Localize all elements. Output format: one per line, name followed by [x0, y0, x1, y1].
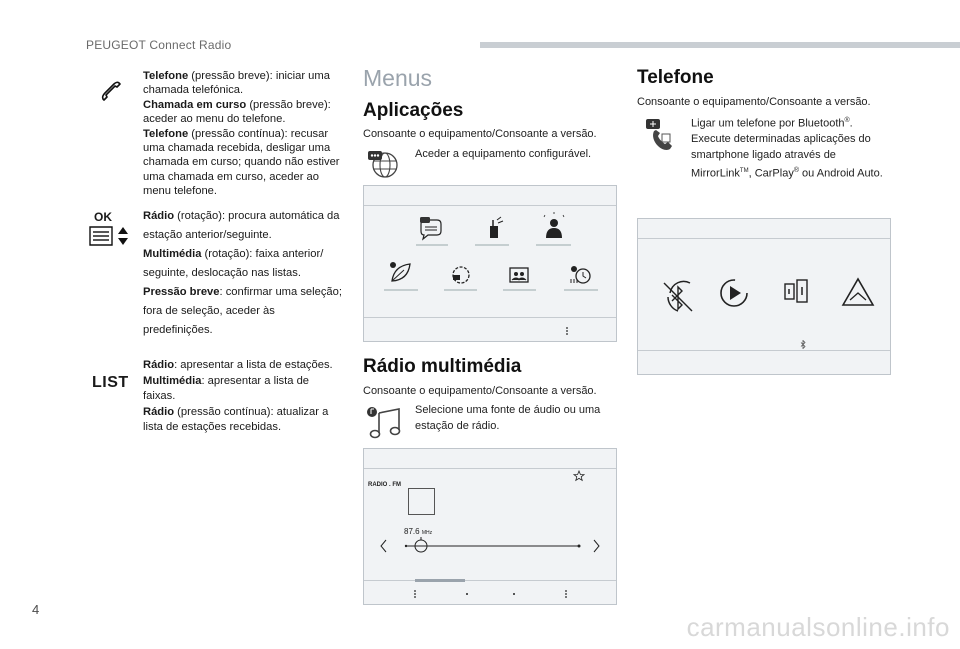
radio-description: Selecione uma fonte de áudio ou uma estação de rádio. [415, 404, 601, 432]
frequency-tuner[interactable] [376, 535, 606, 557]
active-tab-indicator [415, 579, 465, 582]
aplicacoes-screen [363, 185, 617, 342]
user-icon [536, 212, 571, 245]
list-dots-icon [414, 590, 416, 598]
android-auto-icon [843, 279, 873, 305]
favorite-star-icon[interactable] [573, 470, 585, 482]
page-number: 4 [32, 602, 40, 617]
list-label: LIST [92, 374, 129, 391]
fan-clock-icon [564, 266, 598, 290]
frequency-value: 87.6 [404, 527, 420, 536]
radio-title: Rádio multimédia [363, 356, 522, 377]
radio-screen [363, 448, 617, 605]
previous-station-icon [381, 540, 386, 552]
frequency-unit: MHz [421, 530, 433, 536]
ok-label: OK [94, 210, 112, 224]
sms-icon [416, 217, 448, 245]
aplicacoes-title: Aplicações [363, 100, 464, 121]
carplay-icon [721, 280, 747, 306]
bluetooth-icon [664, 281, 692, 311]
telefone-intro: Consoante o equipamento/Consoante a versão. [637, 96, 871, 108]
telefone-screen-icons[interactable] [638, 269, 890, 313]
telefone-title: Telefone [637, 67, 714, 88]
source-dot-icon [466, 593, 468, 595]
header-bar [480, 42, 960, 48]
bluetooth-status-icon [799, 340, 807, 349]
watermark: carmanualsonline.info [686, 612, 950, 642]
header-title: PEUGEOT Connect Radio [86, 38, 232, 52]
band-dot-icon [513, 593, 515, 595]
radio-bottom-bar[interactable] [364, 587, 616, 601]
aplicacoes-description: Aceder a equipamento configurável. [415, 148, 592, 160]
radio-intro: Consoante o equipamento/Consoante a versão. [363, 385, 597, 397]
connected-globe-icon [366, 148, 402, 180]
next-station-icon [594, 540, 599, 552]
menus-title: Menus [363, 65, 433, 91]
telefone-description: Ligar um telefone por Bluetooth®. Execute determinadas aplicações do smartphone ligado através de MirrorLink™, CarPlay® ou Android Auto. [691, 117, 883, 180]
eco-leaf-icon [384, 262, 418, 290]
telefone-screen [637, 218, 891, 375]
knob-description: Rádio (rotação): procura automática da estação anterior/seguinte. Multimédia (rotação): faixa anterior/ seguinte, deslocação nas listas. Pressão breve: confirmar uma seleção; fora de seleção, aceder às predefinições. [143, 210, 342, 336]
music-note-icon [365, 404, 403, 440]
phone-settings-icon [644, 117, 678, 153]
hand-touch-icon [475, 217, 509, 245]
more-options-icon[interactable] [564, 326, 570, 336]
phone-handset-icon [98, 78, 124, 104]
aplicacoes-intro: Consoante o equipamento/Consoante a versão. [363, 128, 597, 140]
settings-gauge-icon [444, 267, 477, 290]
station-artwork [408, 488, 435, 515]
contacts-card-icon [503, 268, 536, 290]
menu-up-down-icon [88, 224, 132, 248]
options-dots-icon [565, 590, 567, 598]
radio-band: RADIO . FM [368, 482, 401, 488]
phone-description: Telefone (pressão breve): iniciar uma chamada telefónica. Chamada em curso (pressão breve): aceder ao menu do telefone. Telefone (pressão contínua): recusar uma chamada recebida, desligar uma chamada em curso; quando não estiver uma chamada em curso, aceder ao menu telefone. [143, 70, 340, 198]
aplicacoes-screen-icons [364, 206, 616, 316]
list-description: Rádio: apresentar a lista de estações. Multimédia: apresentar a lista de faixas. Rádio (pressão contínua): atualizar a lista de estações recebidas. [143, 359, 333, 433]
mirrorlink-icon [785, 280, 807, 302]
